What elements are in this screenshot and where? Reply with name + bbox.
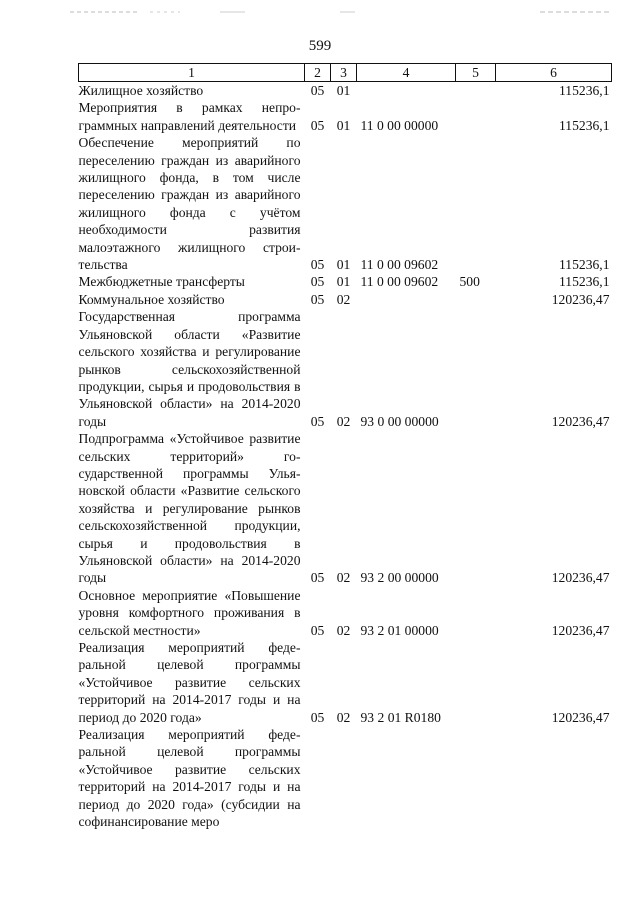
row-name-cell: Жилищное хозяйство bbox=[78, 83, 204, 98]
table-row bbox=[79, 82, 612, 100]
row-expense-type-cell bbox=[456, 587, 496, 639]
column-header-expense-type: 5 bbox=[456, 64, 496, 82]
table-row bbox=[79, 430, 612, 587]
row-section-cell: 05 bbox=[310, 622, 325, 638]
row-subsection-cell: 02 bbox=[336, 291, 351, 307]
table-row bbox=[79, 726, 612, 830]
row-amount-cell: 120236,47 bbox=[551, 709, 610, 725]
row-name-cell: Реализация мероприятий федеральной целевой программы «Устойчивое развитие сельских территорий на 2014-2017 годы и на период до 2020 года» (субсидии на софинансирование меро bbox=[78, 727, 301, 830]
row-subsection-cell: 01 bbox=[336, 274, 351, 290]
row-section-cell: 05 bbox=[310, 413, 325, 429]
row-expense-type-cell bbox=[456, 308, 496, 430]
row-target-article-cell: 11 0 00 09602 bbox=[360, 274, 439, 290]
row-expense-type-cell bbox=[456, 726, 496, 830]
row-expense-type-cell bbox=[456, 82, 496, 100]
table-row bbox=[79, 99, 612, 134]
table-row bbox=[79, 639, 612, 726]
row-expense-type-cell bbox=[456, 99, 496, 134]
row-expense-type-cell bbox=[456, 430, 496, 587]
row-name-cell: Коммунальное хозяйство bbox=[78, 291, 225, 307]
table-row bbox=[79, 308, 612, 430]
row-target-article-cell: 93 2 01 00000 bbox=[360, 622, 439, 638]
row-name-cell: Обеспечение мероприятий по переселению граждан из аварийного жилищного фонда, в том числе переселению граждан из аварийного жилищного фонда с учётом необходимости развития малоэтажного жилищного строительства bbox=[78, 135, 301, 273]
row-expense-type-cell bbox=[456, 291, 496, 308]
row-subsection-cell: 01 bbox=[336, 257, 351, 273]
table-row bbox=[79, 273, 612, 290]
table-body bbox=[79, 82, 612, 831]
row-name-cell: Реализация мероприятий федеральной целевой программы «Устойчивое развитие сельских территорий на 2014-2017 годы и на период до 2020 года» bbox=[78, 640, 301, 725]
row-amount-cell: 120236,47 bbox=[551, 570, 610, 586]
row-name-cell: Мероприятия в рамках непрограммных направлений деятельности bbox=[78, 100, 301, 133]
row-name-cell: Подпрограмма «Устойчивое развитие сельских территорий» государственной программы Ульяновской области «Развитие сельского хозяйства и регулирование рынков сельскохозяйственной продукции, сырья и продовольствия в Ульяновской области» на 2014-2020 годы bbox=[78, 431, 301, 586]
row-subsection-cell: 02 bbox=[336, 570, 351, 586]
row-subsection-cell: 02 bbox=[336, 622, 351, 638]
row-subsection-cell: 02 bbox=[336, 413, 351, 429]
row-amount-cell bbox=[496, 726, 612, 830]
row-name-cell: Межбюджетные трансферты bbox=[78, 274, 245, 290]
row-section-cell: 05 bbox=[310, 117, 325, 133]
row-section-cell: 05 bbox=[310, 274, 325, 290]
budget-table bbox=[78, 63, 612, 830]
row-section-cell: 05 bbox=[310, 83, 325, 98]
column-header-name: 1 bbox=[79, 64, 305, 82]
row-amount-cell: 115236,1 bbox=[559, 257, 610, 273]
row-expense-type-cell: 500 bbox=[459, 274, 480, 290]
row-section-cell: 05 bbox=[310, 570, 325, 586]
table-row bbox=[79, 291, 612, 308]
row-target-article-cell bbox=[357, 291, 456, 308]
row-section-cell: 05 bbox=[310, 257, 325, 273]
table-header-row bbox=[79, 64, 612, 82]
table-row bbox=[79, 587, 612, 639]
scan-artifact-marks bbox=[70, 9, 610, 15]
row-section-cell bbox=[305, 726, 331, 830]
row-amount-cell: 115236,1 bbox=[559, 83, 610, 98]
row-amount-cell: 120236,47 bbox=[551, 413, 610, 429]
row-subsection-cell bbox=[331, 726, 357, 830]
row-target-article-cell: 11 0 00 00000 bbox=[360, 117, 439, 133]
row-target-article-cell bbox=[357, 726, 456, 830]
column-header-section: 2 bbox=[305, 64, 331, 82]
row-target-article-cell: 93 2 01 R0180 bbox=[360, 709, 441, 725]
row-expense-type-cell bbox=[456, 134, 496, 273]
row-amount-cell: 120236,47 bbox=[551, 622, 610, 638]
row-section-cell: 05 bbox=[310, 291, 325, 307]
row-name-cell: Основное мероприятие «Повышение уровня комфортного проживания в сельской местности» bbox=[78, 587, 301, 638]
column-header-subsection: 3 bbox=[331, 64, 357, 82]
row-amount-cell: 115236,1 bbox=[559, 117, 610, 133]
row-section-cell: 05 bbox=[310, 709, 325, 725]
row-subsection-cell: 02 bbox=[336, 709, 351, 725]
row-target-article-cell: 11 0 00 09602 bbox=[360, 257, 439, 273]
table-row bbox=[79, 134, 612, 273]
row-name-cell: Государственная программа Ульяновской области «Развитие сельского хозяйства и регулирование рынков сельскохозяйственной продукции, сырья и продовольствия в Ульяновской области» на 2014-2020 годы bbox=[78, 309, 301, 429]
row-subsection-cell: 01 bbox=[336, 117, 351, 133]
row-amount-cell: 120236,47 bbox=[551, 291, 610, 307]
row-target-article-cell bbox=[357, 82, 456, 100]
page-number: 599 bbox=[308, 38, 332, 54]
row-amount-cell: 115236,1 bbox=[559, 274, 610, 290]
row-target-article-cell: 93 0 00 00000 bbox=[360, 413, 439, 429]
row-target-article-cell: 93 2 00 00000 bbox=[360, 570, 439, 586]
column-header-target-article: 4 bbox=[357, 64, 456, 82]
row-subsection-cell: 01 bbox=[336, 83, 351, 98]
row-expense-type-cell bbox=[456, 639, 496, 726]
column-header-amount: 6 bbox=[496, 64, 612, 82]
